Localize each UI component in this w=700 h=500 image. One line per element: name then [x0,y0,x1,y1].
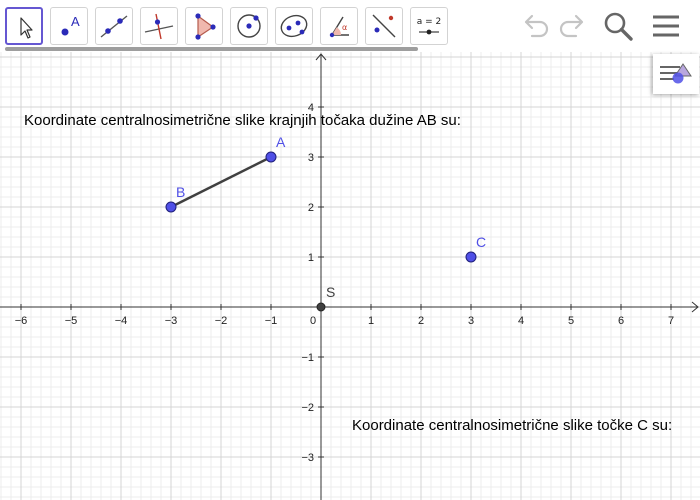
move-tool-button[interactable] [5,7,43,45]
x-tick-label: 2 [417,315,425,327]
y-tick-label: 3 [307,152,314,164]
search-icon [600,8,636,44]
x-tick-label: 4 [517,315,525,327]
x-tick-label: −2 [214,315,228,327]
circle-center-point-tool-button[interactable] [230,7,268,45]
y-tick-label: 4 [307,102,314,114]
y-tick-label: −3 [301,452,314,464]
circle-with-center-icon [231,8,267,44]
style-bar-icon [653,54,699,94]
y-tick-label: −2 [301,402,314,414]
perpendicular-line-tool-button[interactable] [140,7,178,45]
y-tick-label: 1 [307,252,314,264]
slider-icon [411,8,447,44]
point-label-C: C [476,234,487,250]
redo-icon [554,8,590,44]
main-menu-button[interactable] [648,8,684,44]
points [166,134,486,311]
undo-button[interactable] [518,8,554,44]
ellipse-tool-button[interactable] [275,7,313,45]
polygon-tool-button[interactable] [185,7,223,45]
perpendicular-line-icon [141,8,177,44]
search-button[interactable] [600,8,636,44]
ellipse-icon [276,8,312,44]
x-tick-label: −5 [64,315,78,327]
x-tick-label: −4 [114,315,128,327]
line-tool-button[interactable] [95,7,133,45]
text-ab-question[interactable]: Koordinate centralnosimetrične slike krajnjih točaka dužine AB su: [24,112,461,129]
slider-tool-label: a = 2 [416,17,442,27]
arrow-cursor-icon [7,9,43,45]
point-A[interactable] [266,152,276,162]
x-tick-label: 5 [567,315,575,327]
slider-tool-button[interactable] [410,7,448,45]
point-B[interactable] [166,202,176,212]
x-tick-label: 6 [617,315,625,327]
point-C[interactable] [466,252,476,262]
point-S[interactable] [317,303,325,311]
line-through-two-points-icon [96,8,132,44]
x-tick-label: 3 [467,315,475,327]
toolbar [0,0,700,48]
toolbar-scrollbar[interactable] [5,47,418,51]
point-label-S: S [326,284,336,300]
redo-button[interactable] [554,8,590,44]
angle-tool-label: α [342,23,348,32]
menu-icon [648,8,684,44]
y-tick-label: −1 [301,352,314,364]
polygon-icon [186,8,222,44]
reflect-about-line-icon [366,8,402,44]
style-bar-toggle[interactable] [653,54,699,94]
reflect-about-line-tool-button[interactable] [365,7,403,45]
x-tick-label: −6 [14,315,28,327]
x-tick-label: −3 [164,315,178,327]
point-tool-button[interactable] [50,7,88,45]
undo-icon [518,8,554,44]
point-icon [51,8,87,44]
y-tick-label: 2 [307,202,314,214]
angle-icon [321,8,357,44]
x-tick-label: 0 [309,315,317,327]
x-tick-label: 1 [367,315,375,327]
angle-tool-button[interactable] [320,7,358,45]
point-tool-label: A [71,14,80,29]
point-label-A: A [276,134,286,150]
x-tick-label: −1 [264,315,278,327]
text-c-question[interactable]: Koordinate centralnosimetrične slike točke C su: [352,417,673,434]
x-tick-label: 7 [667,315,675,327]
point-label-B: B [176,184,186,200]
